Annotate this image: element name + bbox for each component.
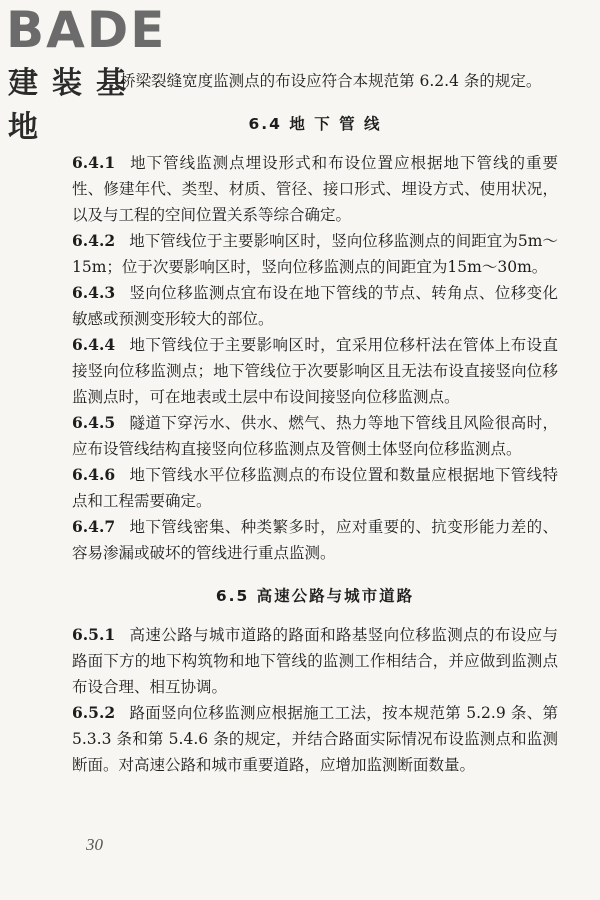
clause-text: 隧道下穿污水、供水、燃气、热力等地下管线且风险很高时，应布设管线结构直接竖向位移监测点及管侧土体竖向位移监测点。	[72, 414, 558, 458]
section-title-6-4: 6.4 地 下 管 线	[248, 115, 382, 133]
page-number: 30	[86, 835, 103, 854]
clause-number: 6.5.2	[72, 703, 116, 722]
clause-number: 6.5.1	[72, 625, 116, 644]
logo-brand: BADE	[6, 1, 167, 59]
clause-text: 地下管线监测点埋设形式和布设位置应根据地下管线的重要性、修建年代、类型、材质、管径、接口形式、埋设方式、使用状况，以及与工程的空间位置关系等综合确定。	[72, 154, 558, 224]
clause-number: 6.4.4	[72, 335, 116, 354]
clause-text: 地下管线密集、种类繁多时，应对重要的、抗变形能力差的、容易渗漏或破坏的管线进行重点监测。	[72, 518, 558, 562]
intro-clause	[72, 68, 558, 94]
clause-number: 6.4.2	[72, 231, 116, 250]
clause-6-4-4	[72, 332, 558, 410]
clause-number: 6.4.6	[72, 465, 116, 484]
logo-cn: 建装基地	[8, 66, 140, 145]
clause-6-4-7	[72, 514, 558, 566]
clause-6-4-6	[72, 462, 558, 514]
clause-text: 路面竖向位移监测应根据施工工法，按本规范第 5.2.9 条、第 5.3.3 条和第 5.4.6 条的规定，并结合路面实际情况布设监测点和监测断面。对高速公路和城市重要道路，应增加监测断面数量。	[72, 704, 558, 774]
clause-number: 6.4.1	[72, 153, 116, 172]
clause-number: 6.4.3	[72, 283, 116, 302]
clause-6-4-3	[72, 280, 558, 332]
clause-6-4-1	[72, 150, 558, 228]
clause-6-5-1	[72, 622, 558, 700]
clause-6-4-2	[72, 228, 558, 280]
clause-number: 6.4.5	[72, 413, 116, 432]
page-body	[72, 68, 558, 778]
clause-text: 竖向位移监测点宜布设在地下管线的节点、转角点、位移变化敏感或预测变形较大的部位。	[72, 284, 558, 328]
intro-text: 桥梁裂缝宽度监测点的布设应符合本规范第 6.2.4 条的规定。	[120, 72, 542, 90]
clause-6-4-5	[72, 410, 558, 462]
section-title-6-5: 6.5 高速公路与城市道路	[215, 587, 415, 605]
clause-text: 地下管线位于主要影响区时，竖向位移监测点的间距宜为5m～15m；位于次要影响区时，竖向位移监测点的间距宜为15m～30m。	[72, 232, 558, 276]
clause-number: 6.4.7	[72, 517, 116, 536]
clause-text: 地下管线水平位移监测点的布设位置和数量应根据地下管线特点和工程需要确定。	[72, 466, 558, 510]
clause-6-5-2	[72, 700, 558, 778]
clause-text: 地下管线位于主要影响区时，宜采用位移杆法在管体上布设直接竖向位移监测点；地下管线位于次要影响区且无法布设直接竖向位移监测点时，可在地表或土层中布设间接竖向位移监测点。	[72, 336, 558, 406]
clause-text: 高速公路与城市道路的路面和路基竖向位移监测点的布设应与路面下方的地下构筑物和地下管线的监测工作相结合，并应做到监测点布设合理、相互协调。	[72, 626, 558, 696]
